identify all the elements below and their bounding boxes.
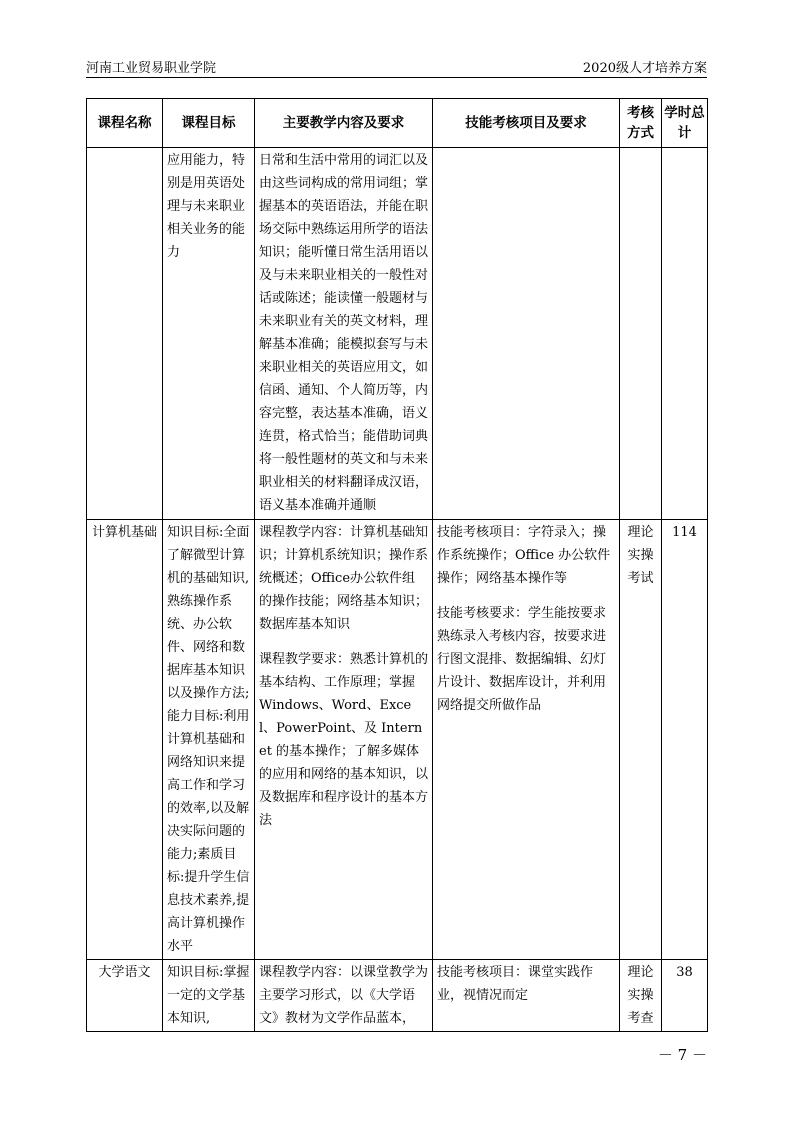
course-name-cell [87, 148, 163, 520]
course-name-cell: 计算机基础 [87, 520, 163, 960]
total-hours-cell: 114 [662, 520, 708, 960]
header-assessment-method: 考核方式 [620, 99, 662, 148]
skill-assessment-cell [433, 520, 620, 960]
skill-assessment-cell [433, 148, 620, 520]
course-goal-cell: 知识目标:掌握一定的文学基本知识, [163, 960, 255, 1032]
content-paragraph: 课程教学内容：计算机基础知识；计算机系统知识；操作系统概述；Office办公软件组的操作技能；网络基本知识；数据库基本知识 [259, 525, 429, 632]
page-number: － 7 － [657, 1046, 707, 1064]
table-row [87, 520, 708, 960]
content-paragraph: 课程教学要求：熟悉计算机的基本结构、工作原理；掌握Windows、Word、Excel、PowerPoint、及 Internet 的基本操作；了解多媒体的应用和网络的基本知识，以及数据库和程序设计的基本方法 [259, 652, 429, 828]
table-header-row [87, 99, 708, 148]
assessment-method-cell: 理论实操考查 [620, 960, 662, 1032]
course-goal-cell: 应用能力，特别是用英语处理与未来职业相关业务的能力 [163, 148, 255, 520]
skill-paragraph: 技能考核项目：字符录入；操作系统操作；Office 办公软件操作；网络基本操作等 [437, 525, 611, 586]
total-hours-cell: 38 [662, 960, 708, 1032]
skill-paragraph: 技能考核要求：学生能按要求熟练录入考核内容，按要求进行图文混排、数据编辑、幻灯片设计、数据库设计，并利用网络提交所做作品 [437, 606, 607, 713]
teaching-content-cell [255, 148, 433, 520]
skill-paragraph: 技能考核项目：课堂实践作业，视情况而定 [437, 965, 594, 1003]
header-plan-title: 2020级人才培养方案 [582, 61, 707, 76]
course-table [86, 98, 708, 1032]
teaching-content-cell [255, 960, 433, 1032]
header-course-goal: 课程目标 [163, 99, 255, 148]
skill-assessment-cell [433, 960, 620, 1032]
header-course-name: 课程名称 [87, 99, 163, 148]
assessment-method-cell [620, 148, 662, 520]
assessment-method-cell: 理论实操考试 [620, 520, 662, 960]
table-row [87, 960, 708, 1032]
header-total-hours: 学时总计 [662, 99, 708, 148]
header-divider [86, 77, 707, 78]
content-paragraph: 日常和生活中常用的词汇以及由这些词构成的常用词组；掌握基本的英语语法，并能在职场交际中熟练运用所学的语法知识；能听懂日常生活用语以及与未来职业相关的一般性对话或陈述；能读懂一般题材与未来职业有关的英文材料，理解基本准确；能模拟套写与未来职业相关的英语应用文，如信函、通知、个人简历等，内容完整，表达基本准确，语义连贯，格式恰当；能借助词典将一般性题材的英文和与未来职业相关的材料翻译成汉语，语义基本准确并通顺 [259, 153, 429, 513]
header-teaching-content: 主要教学内容及要求 [255, 99, 433, 148]
table-row [87, 148, 708, 520]
course-goal-cell: 知识目标:全面了解微型计算机的基础知识,熟练操作系统、办公软件、网络和数据库基本知识以及操作方法;能力目标:利用计算机基础和网络知识来提高工作和学习的效率,以及解决实际问题的能力;素质目标:提升学生信息技术素养,提高计算机操作水平 [163, 520, 255, 960]
header-skill-assessment: 技能考核项目及要求 [433, 99, 620, 148]
teaching-content-cell [255, 520, 433, 960]
content-paragraph: 课程教学内容：以课堂教学为主要学习形式，以《大学语文》教材为文学作品蓝本， [259, 965, 429, 1026]
course-name-cell: 大学语文 [87, 960, 163, 1032]
total-hours-cell [662, 148, 708, 520]
header-school-name: 河南工业贸易职业学院 [86, 61, 217, 76]
